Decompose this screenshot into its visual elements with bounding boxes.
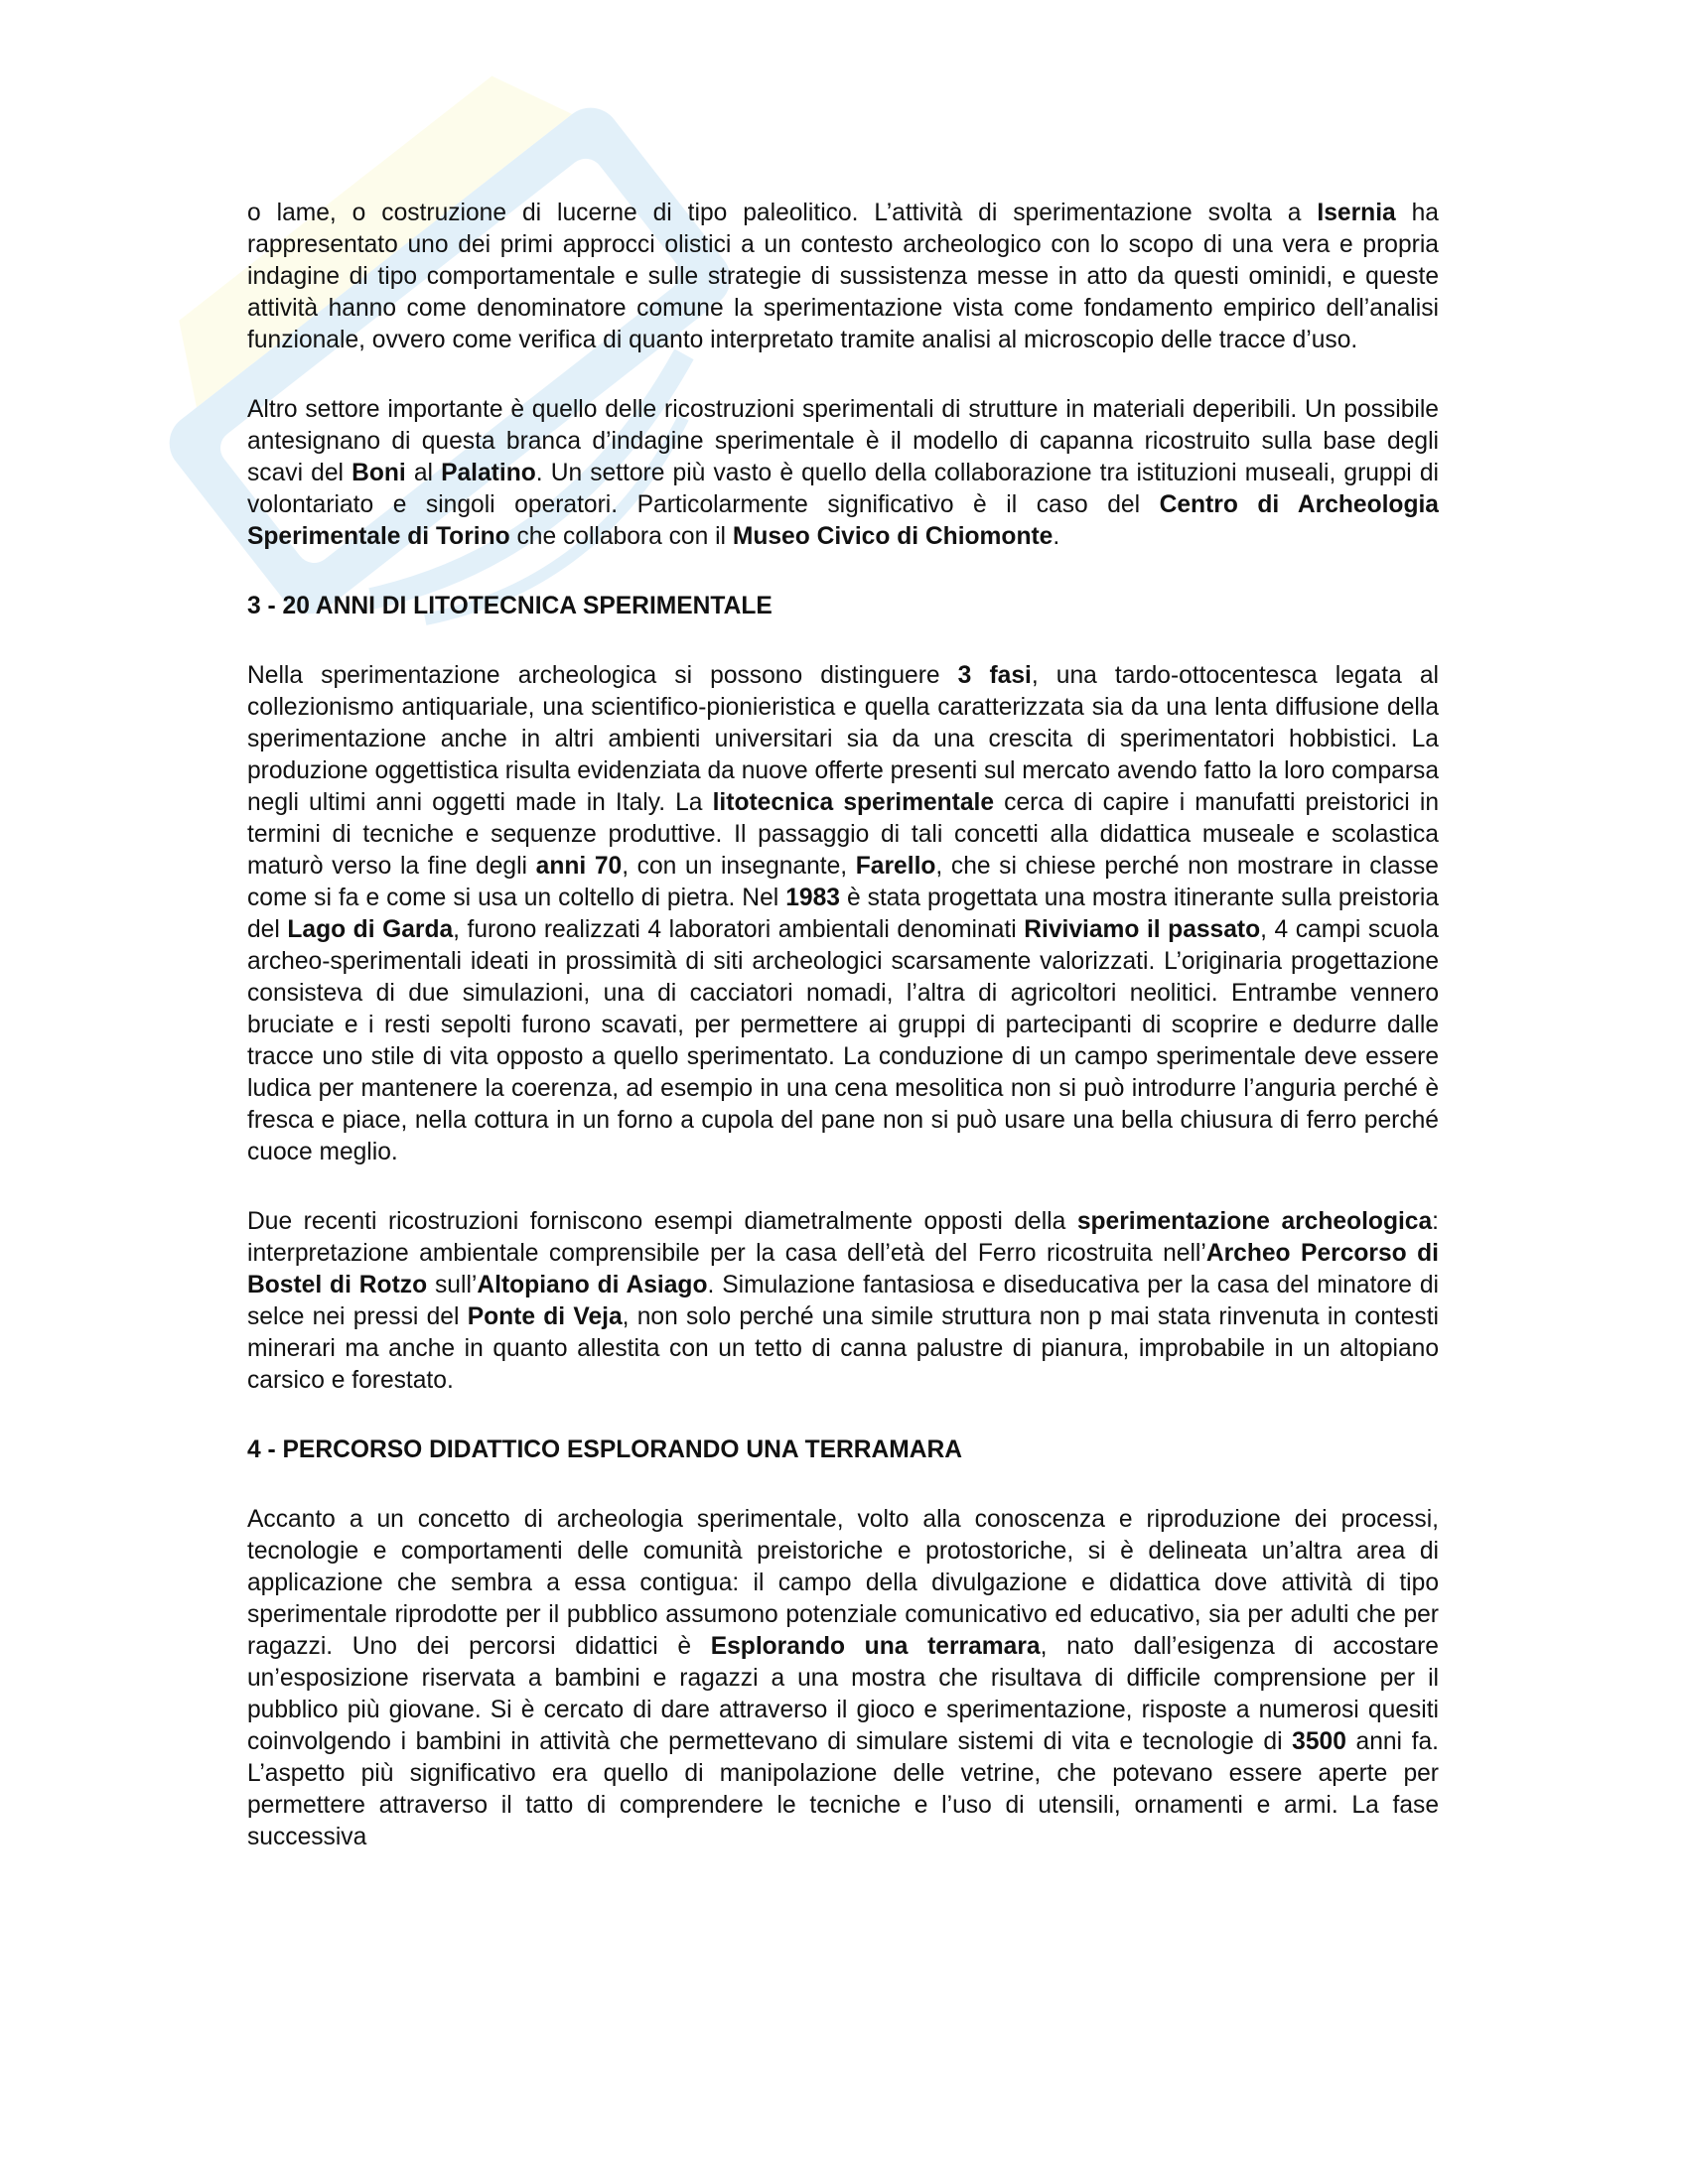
bold-term: sperimentazione archeologica: [1076, 1208, 1433, 1235]
bold-term: Riviviamo il passato: [1024, 916, 1261, 943]
section-heading-4: 4 - PERCORSO DIDATTICO ESPLORANDO UNA TERRAMARA: [247, 1436, 963, 1463]
text-run: : interpretazione ambientale comprensibile per la casa dell’età del Ferro ricostruita nell’: [247, 1208, 1439, 1267]
bold-term: Isernia: [1317, 200, 1396, 226]
bold-term: Lago di Garda: [287, 916, 454, 943]
text-run: , nato dall’esigenza di accostare un’esposizione riservata a bambini e ragazzi a una mostra che risultava di difficile comprensione per il pubblico più giovane. Si è cercato di dare attraverso il gioco e sperimentazione, risposte a numerosi quesiti coinvolgendo i bambini in attività che permettevano di simulare sistemi di vita e tecnologie di: [247, 1633, 1439, 1755]
bold-term: litotecnica sperimentale: [712, 789, 995, 816]
text-run: che collabora con il: [509, 523, 733, 550]
text-run: , 4 campi scuola archeo-sperimentali ideati in prossimità di siti archeologici scarsamente valorizzati. L’originaria progettazione consisteva di due simulazioni, una di cacciatori nomadi, l’altra di agricoltori neolitici. Entrambe vennero bruciate e i resti sepolti furono scavati, per permettere ai gruppi di partecipanti di scoprire e dedurre dalle tracce uno stile di vita opposto a quello sperimentato. La conduzione di un campo sperimentale deve essere ludica per mantenere la coerenza, ad esempio in una cena mesolitica non si può introdurre l’anguria perché è fresca e piace, nella cottura in un forno a cupola del pane non si può usare una bella chiusura di ferro perché cuoce meglio.: [247, 916, 1439, 1165]
text-run: , che si chiese perché non mostrare in classe come si fa e come si usa un coltello di pietra. Nel: [247, 853, 1439, 911]
bold-term: 1983: [785, 885, 840, 911]
bold-term: 3 fasi: [957, 662, 1032, 689]
bold-term: Boni: [352, 460, 406, 486]
text-run: al: [405, 460, 442, 486]
text-run: .: [1053, 523, 1060, 550]
bold-term: Archeo Percorso di Bostel di Rotzo: [247, 1240, 1439, 1298]
text-run: Altro settore importante è quello delle ricostruzioni sperimentali di strutture in materiali deperibili. Un possibile antesignano di questa branca d’indagine sperimentale è il modello di capanna ricostruito sulla base degli scavi del: [247, 396, 1439, 486]
text-run: Accanto a un concetto di archeologia sperimentale, volto alla conoscenza e riproduzione dei processi, tecnologie e comportamenti delle comunità preistoriche e protostoriche, si è delineata un’altra area di applicazione che sembra a essa contigua: il campo della divulgazione e didattica dove attività di tipo sperimentale riprodotte per il pubblico assumono potenziale comunicativo ed educativo, sia per adulti che per ragazzi. Uno dei percorsi didattici è: [247, 1506, 1439, 1660]
paragraph-1: [247, 198, 1439, 356]
text-run: o lame, o costruzione di lucerne di tipo paleolitico. L’attività di sperimentazione svolta a: [247, 200, 1318, 226]
text-run: . Un settore più vasto è quello della collaborazione tra istituzioni museali, gruppi di volontariato e singoli operatori. Particolarmente significativo è il caso del: [247, 460, 1439, 518]
text-run: . Simulazione fantasiosa e diseducativa per la casa del minatore di selce nei pressi del: [247, 1272, 1439, 1330]
bold-term: 3500: [1292, 1728, 1346, 1755]
text-run: , con un insegnante,: [622, 853, 856, 880]
text-run: , non solo perché una simile struttura non p mai stata rinvenuta in contesti minerari ma anche in quanto allestita con un tetto di canna palustre di pianura, improbabile in un altopiano carsico e forestato.: [247, 1303, 1440, 1394]
paragraph-5: [247, 1504, 1439, 1853]
text-run: Nella sperimentazione archeologica si possono distinguere: [247, 662, 958, 689]
text-run: ha rappresentato uno dei primi approcci olistici a un contesto archeologico con lo scopo di una vera e propria indagine di tipo comportamentale e sulle strategie di sussistenza messe in atto da questi ominidi, e queste attività hanno come denominatore comune la sperimentazione vista come fondamento empirico dell’analisi funzionale, ovvero come verifica di quanto interpretato tramite analisi al microscopio delle tracce d’uso.: [247, 200, 1439, 353]
bold-term: Centro di Archeologia Sperimentale di Torino: [247, 491, 1439, 550]
bold-term: Ponte di Veja: [467, 1303, 623, 1330]
paragraph-3: [247, 660, 1439, 1168]
text-run: cerca di capire i manufatti preistorici in termini di tecniche e sequenze produttive. Il passaggio di tali concetti alla didattica museale e scolastica maturò verso la fine degli: [247, 789, 1439, 880]
text-run: , una tardo-ottocentesca legata al collezionismo antiquariale, una scientifico-pionieristica e quella caratterizzata sia da una lenta diffusione della sperimentazione anche in altri ambienti universitari sia da una crescita di sperimentatori hobbistici. La produzione oggettistica risulta evidenziata da nuove offerte presenti sul mercato avendo fatto la loro comparsa negli ultimi anni oggetti made in Italy. La: [247, 662, 1439, 816]
bold-term: Museo Civico di Chiomonte: [732, 523, 1054, 550]
document-body: [247, 198, 1439, 1853]
bold-term: Farello: [855, 853, 936, 880]
bold-term: anni 70: [535, 853, 623, 880]
section-heading-3: 3 - 20 ANNI DI LITOTECNICA SPERIMENTALE: [247, 593, 773, 619]
bold-term: Palatino: [441, 460, 536, 486]
text-run: anni fa. L’aspetto più significativo era quello di manipolazione delle vetrine, che potevano essere aperte per permettere attraverso il tatto di comprendere le tecniche e l’uso di utensili, ornamenti e armi. La fase successiva: [247, 1728, 1439, 1850]
paragraph-2: [247, 394, 1439, 553]
bold-term: Altopiano di Asiago: [477, 1272, 708, 1298]
paragraph-4: [247, 1206, 1439, 1397]
text-run: è stata progettata una mostra itinerante sulla preistoria del: [247, 885, 1439, 943]
text-run: Due recenti ricostruzioni forniscono esempi diametralmente opposti della: [247, 1208, 1077, 1235]
bold-term: Esplorando una terramara: [710, 1633, 1041, 1660]
text-run: sull’: [427, 1272, 478, 1298]
text-run: , furono realizzati 4 laboratori ambientali denominati: [453, 916, 1025, 943]
